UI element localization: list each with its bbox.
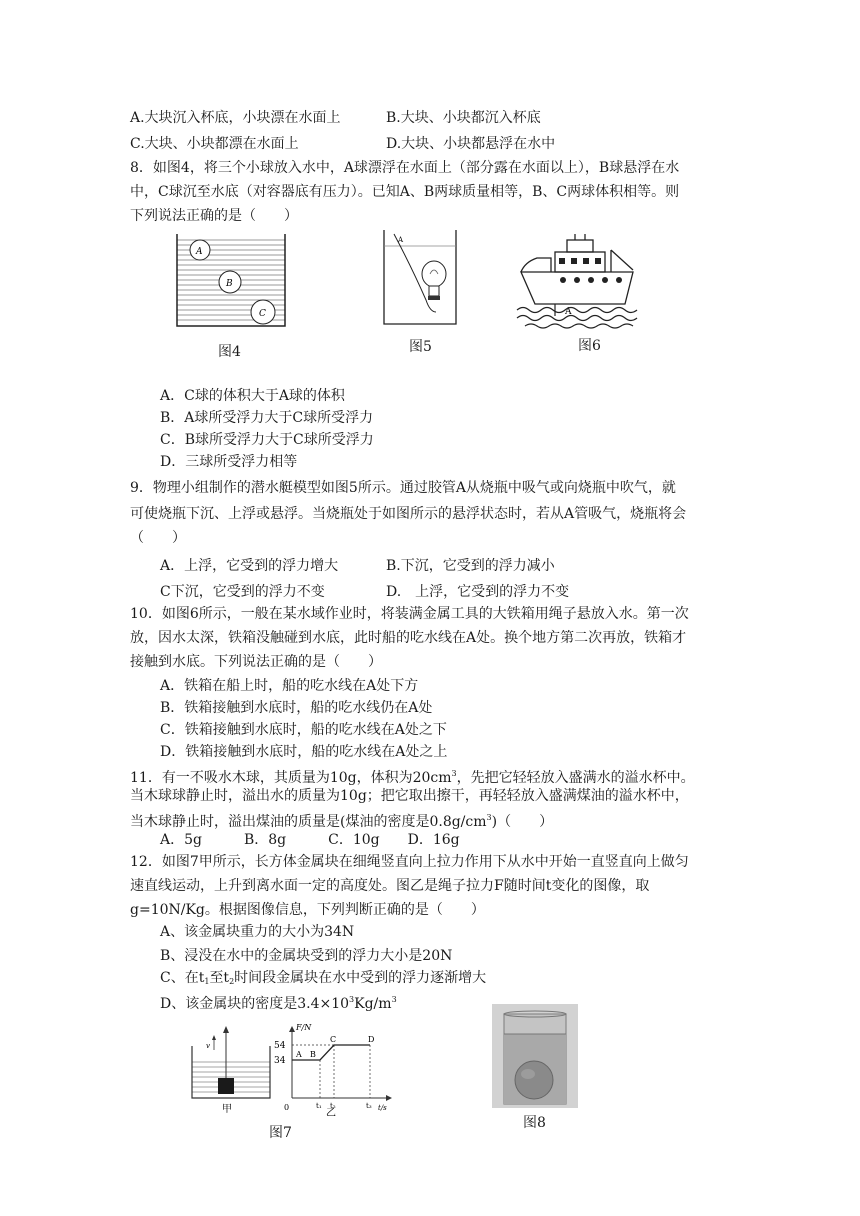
origin-label: 0 (284, 1103, 290, 1112)
q9-option-d: D. 上浮，它受到的浮力不变 (386, 584, 570, 600)
figure-7-caption: 图7 (269, 1125, 292, 1141)
q12-optd-text-b: Kg/m (354, 996, 392, 1012)
q8-option-b: B．A球所受浮力大于C球所受浮力 (160, 410, 374, 426)
q10-option-a: A．铁箱在船上时，船的吃水线在A处下方 (160, 678, 419, 694)
q7-option-c: C.大块、小块都漂在水面上 (130, 136, 299, 152)
q10-stem-line2: 放，因水太深，铁箱没触碰到水底，此时船的吃水线在A处。换个地方第二次再放，铁箱才 (130, 630, 687, 646)
q11-stem-line1 (130, 764, 695, 788)
q9-stem-line2: 可使烧瓶下沉、上浮或悬浮。当烧瓶处于如图所示的悬浮状态时，若从A管吸气，烧瓶将会 (130, 506, 687, 522)
q12-option-d (160, 990, 397, 1014)
figure-8-photo (492, 1004, 578, 1108)
q9-stem-line3: （ ） (130, 530, 186, 546)
point-d-label: D (368, 1035, 375, 1044)
q8-option-d: D．三球所受浮力相等 (160, 454, 298, 470)
tick-t2: t₂ (330, 1102, 336, 1110)
q11-line1-text-b: ，先把它轻轻放入盛满水的溢水杯中。 (456, 770, 695, 786)
ball-c-label: C (259, 309, 266, 319)
q10-option-b: B．铁箱接触到水底时，船的吃水线仍在A处 (160, 700, 433, 716)
figure-6-caption: 图6 (578, 338, 601, 354)
tick-t1: t₁ (316, 1102, 322, 1110)
q12-stem-line2: 速直线运动，上升到离水面一定的高度处。图乙是绳子拉力F随时间t变化的图像，取 (130, 878, 650, 894)
tick-54: 54 (274, 1041, 286, 1051)
figure-7-jia-label: 甲 (222, 1104, 232, 1115)
x-axis-label: t/s (378, 1104, 387, 1112)
figure-7-diagram (184, 1016, 394, 1116)
q11-stem-line2: 当木球球静止时，溢出水的质量为10g；把它取出擦干，再轻轻放入盛满煤油的溢水杯中， (130, 788, 689, 804)
tick-t3: t₃ (366, 1102, 372, 1110)
q10-option-c: C．铁箱接触到水底时，船的吃水线在A处之下 (160, 722, 447, 738)
ball-b-label: B (226, 279, 233, 289)
q8-option-a: A．C球的体积大于A球的体积 (160, 388, 345, 404)
figure-6-diagram (515, 232, 640, 332)
q9-stem-line1: 9．物理小组制作的潜水艇模型如图5所示。通过胶管A从烧瓶中吸气或向烧瓶中吹气，就 (130, 480, 676, 496)
q12-unit-superscript: 3 (391, 995, 397, 1004)
q10-stem-line3: 接触到水底。下列说法正确的是（ ） (130, 654, 382, 670)
figure-4-diagram (175, 232, 287, 328)
q11-line1-text-a: 11．有一不吸水木球，其质量为10g，体积为20cm (130, 770, 452, 786)
tick-34: 34 (274, 1056, 286, 1066)
q12-option-c (160, 968, 486, 992)
q10-stem-line1: 10．如图6所示，一般在某水域作业时，将装满金属工具的大铁箱用绳子悬放入水。第一次 (130, 606, 689, 622)
q12-optc-text-a: C、在t (160, 970, 205, 986)
q11-unit-superscript-2: 3 (486, 813, 492, 822)
y-axis-label: F/N (296, 1023, 312, 1032)
q11-stem-line3 (130, 808, 553, 832)
q12-option-b: B、浸没在水中的金属块受到的浮力大小是20N (160, 948, 453, 964)
q12-optc-text-b: 至t (209, 970, 230, 986)
q9-option-c: C下沉，它受到的浮力不变 (160, 584, 325, 600)
figure-8-caption: 图8 (523, 1115, 546, 1131)
figure-5-diagram (382, 228, 458, 326)
ship-a-label: A (565, 307, 572, 317)
q12-t1-subscript: 1 (204, 977, 210, 986)
q8-stem-line2: 中，C球沉至水底（对容器底有压力）。已知A、B两球质量相等，B、C两球体积相等。则 (130, 184, 680, 200)
velocity-label: v (206, 1042, 210, 1050)
q8-stem-line1: 8．如图4，将三个小球放入水中，A球漂浮在水面上（部分露在水面以上），B球悬浮在水 (130, 160, 680, 176)
q12-t2-subscript: 2 (229, 977, 235, 986)
point-a-label: A (296, 1050, 302, 1059)
q12-exponent-superscript: 3 (349, 995, 355, 1004)
q12-stem-line1: 12．如图7甲所示，长方体金属块在细绳竖直向上拉力作用下从水中开始一直竖直向上做匀 (130, 854, 689, 870)
q8-option-c: C．B球所受浮力大于C球所受浮力 (160, 432, 374, 448)
q12-optc-text-c: 时间段金属块在水中受到的浮力逐渐增大 (234, 970, 487, 986)
q10-option-d: D．铁箱接触到水底时，船的吃水线在A处之上 (160, 744, 448, 760)
q11-line3-text-a: 当木球静止时，溢出煤油的质量是(煤油的密度是0.8g/cm (130, 814, 487, 830)
q12-optd-text-a: D、该金属块的密度是3.4×10 (160, 996, 350, 1012)
q11-options: A．5g B．8g C．10g D．16g (160, 832, 460, 848)
ball-a-label: A (196, 247, 203, 257)
point-b-label: B (310, 1050, 316, 1059)
q7-option-a: A.大块沉入杯底，小块漂在水面上 (130, 110, 341, 126)
q8-stem-line3: 下列说法正确的是（ ） (130, 208, 298, 224)
q9-option-a: A．上浮，它受到的浮力增大 (160, 558, 339, 574)
q7-option-b: B.大块、小块都沉入杯底 (386, 110, 541, 126)
figure-4-caption: 图4 (218, 344, 241, 360)
q12-stem-line3: g=10N/Kg。根据图像信息，下列判断正确的是（ ） (130, 902, 485, 918)
q11-line3-text-b: )（ ） (491, 814, 554, 830)
figure-7-yi-label: 乙 (326, 1108, 336, 1116)
point-c-label: C (330, 1035, 337, 1044)
figure-5-caption: 图5 (409, 339, 432, 355)
tube-a-label: A (398, 236, 404, 244)
q9-option-b: B.下沉，它受到的浮力减小 (386, 558, 555, 574)
q7-option-d: D.大块、小块都悬浮在水中 (386, 136, 556, 152)
q11-unit-superscript: 3 (451, 769, 457, 778)
q12-option-a: A、该金属块重力的大小为34N (160, 924, 355, 940)
